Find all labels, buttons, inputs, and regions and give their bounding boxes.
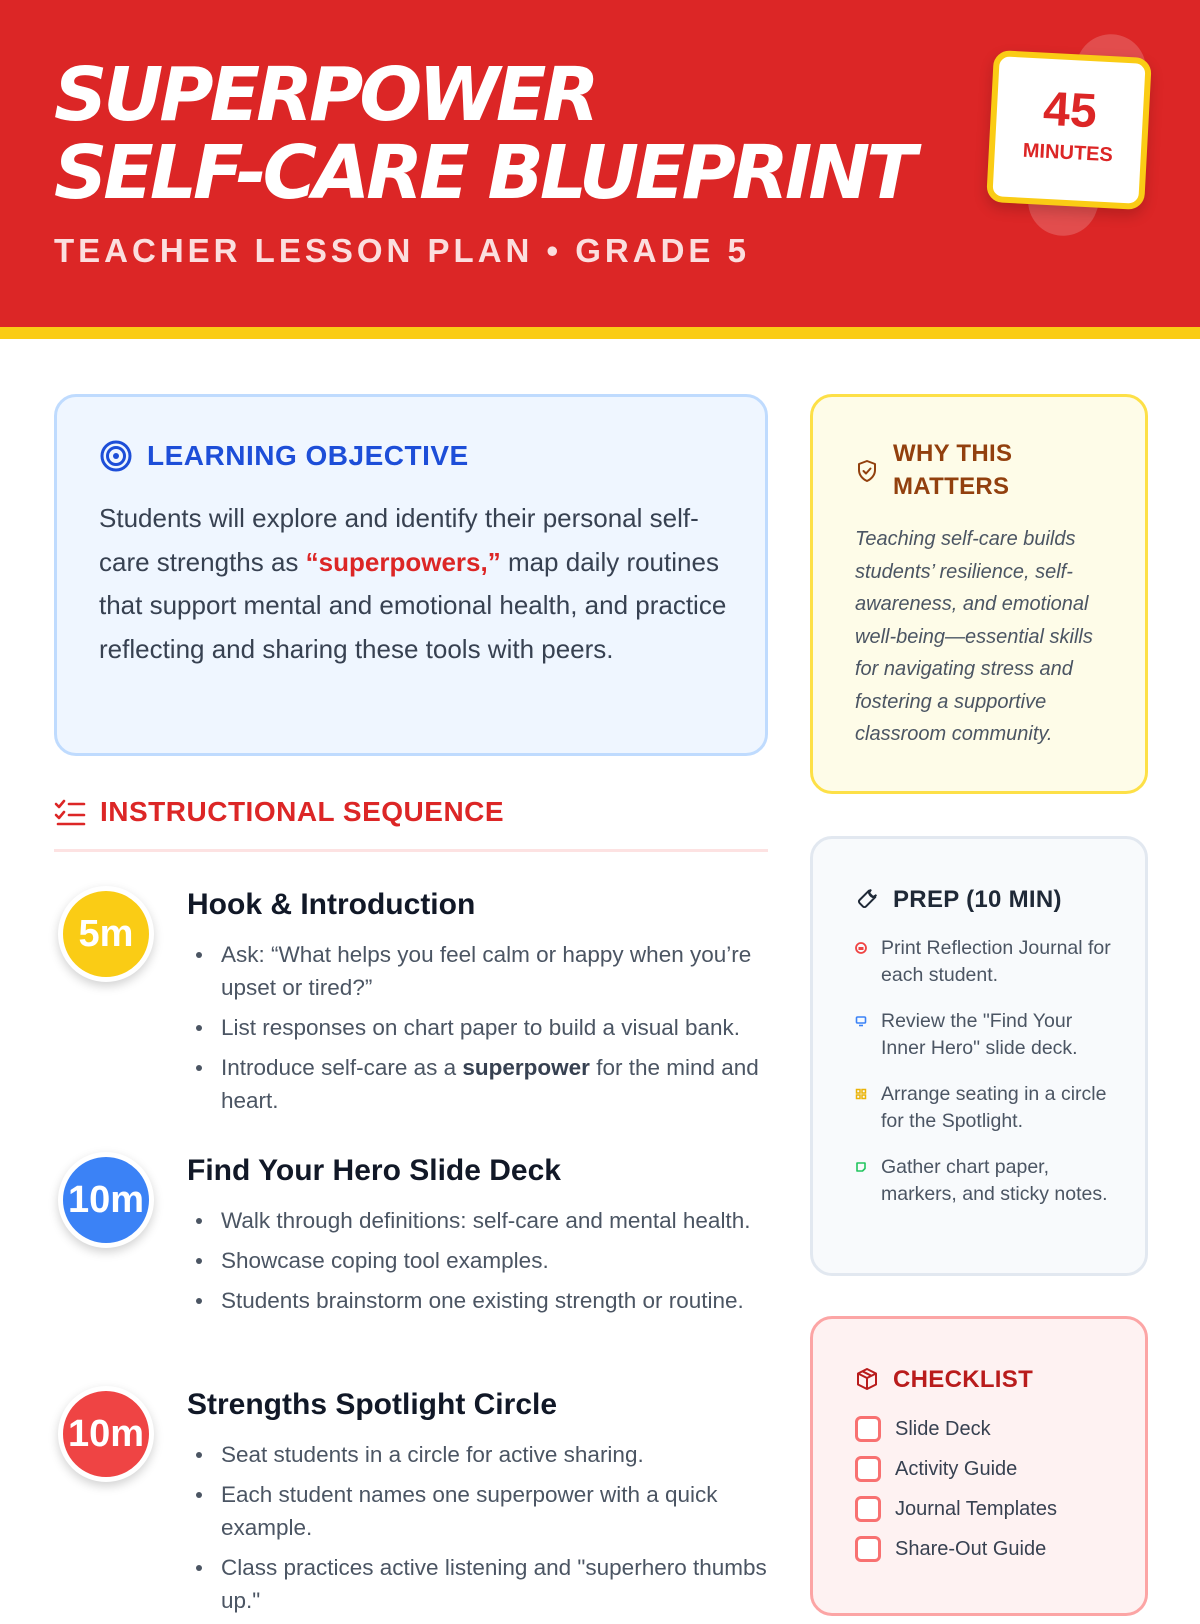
sequence-divider	[54, 849, 768, 852]
objective-highlight: “superpowers,”	[305, 546, 501, 577]
checklist-item[interactable]: Activity Guide	[855, 1455, 1057, 1483]
learning-objective-card	[54, 394, 768, 756]
list-item: Print Reflection Journal for each student.	[855, 935, 1115, 988]
box-icon	[855, 1367, 879, 1391]
prep-header	[855, 883, 1062, 916]
step-bullets	[187, 1204, 777, 1324]
prep-list	[855, 935, 1115, 1227]
prep-card	[810, 836, 1148, 1276]
header-banner	[0, 0, 1200, 327]
monitor-icon	[855, 1015, 867, 1027]
print-icon	[855, 942, 867, 954]
sequence-header	[54, 796, 504, 828]
checklist-card	[810, 1316, 1148, 1616]
step-time-badge: 5m	[58, 886, 154, 982]
sequence-heading: INSTRUCTIONAL SEQUENCE	[100, 796, 505, 827]
page-title	[54, 52, 913, 216]
shield-check-icon	[855, 459, 879, 483]
title-line-1: SUPERPOWER	[54, 52, 596, 138]
checklist-header	[855, 1363, 1033, 1396]
duration-value: 45	[1041, 82, 1099, 139]
step-time-badge: 10m	[58, 1152, 154, 1248]
objective-heading: LEARNING OBJECTIVE	[147, 440, 469, 471]
why-text: Teaching self-care builds students’ resilience, self-awareness, and emotional well-being—essential skills for navigating stress and fostering a supportive classroom community.	[855, 528, 1093, 745]
list-item: Showcase coping tool examples.	[187, 1244, 777, 1277]
list-item: Students brainstorm one existing strength or routine.	[187, 1284, 777, 1317]
step-title: Strengths Spotlight Circle	[187, 1388, 558, 1421]
note-icon	[855, 1161, 867, 1173]
title-line-2: SELF-CARE BLUEPRINT	[54, 130, 913, 216]
checklist-item[interactable]: Share-Out Guide	[855, 1535, 1057, 1563]
checklist-item[interactable]: Journal Templates	[855, 1495, 1057, 1523]
why-header	[855, 437, 1043, 503]
checklist-item[interactable]: Slide Deck	[855, 1415, 1057, 1443]
list-check-icon	[54, 796, 86, 828]
checkbox[interactable]	[855, 1536, 881, 1562]
page-subtitle: TEACHER LESSON PLAN • GRADE 5	[54, 232, 750, 269]
duration-unit: MINUTES	[1022, 139, 1114, 167]
step-bullets	[187, 1438, 777, 1624]
checklist-items	[855, 1415, 1057, 1575]
list-item: Arrange seating in a circle for the Spotlight.	[855, 1081, 1115, 1134]
step-time-badge: 10m	[58, 1386, 154, 1482]
header-stripe	[0, 327, 1200, 339]
why-heading: WHY THIS MATTERS	[893, 440, 1013, 500]
checkbox[interactable]	[855, 1496, 881, 1522]
objective-text: Students will explore and identify their personal self-care strengths as “superpowers,” map daily routines that support mental and emotional health, and practice reflecting and sharing these tools with peers.	[99, 503, 727, 664]
list-item: Seat students in a circle for active sharing.	[187, 1438, 777, 1471]
prep-heading: PREP (10 MIN)	[893, 886, 1062, 913]
list-item: Introduce self-care as a superpower for the mind and heart.	[187, 1051, 777, 1117]
list-item: List responses on chart paper to build a visual bank.	[187, 1011, 777, 1044]
list-item: Class practices active listening and "superhero thumbs up."	[187, 1551, 777, 1617]
why-this-matters-card	[810, 394, 1148, 794]
checkbox[interactable]	[855, 1416, 881, 1442]
checkbox[interactable]	[855, 1456, 881, 1482]
grid-icon	[855, 1088, 867, 1100]
step-title: Hook & Introduction	[187, 888, 476, 921]
target-icon	[99, 439, 133, 473]
step-bullets	[187, 938, 777, 1124]
checklist-heading: CHECKLIST	[893, 1366, 1034, 1393]
list-item: Review the "Find Your Inner Hero" slide deck.	[855, 1008, 1115, 1061]
list-item: Each student names one superpower with a quick example.	[187, 1478, 777, 1544]
objective-header	[99, 439, 469, 473]
wrench-icon	[855, 887, 879, 911]
step-title: Find Your Hero Slide Deck	[187, 1154, 561, 1187]
list-item: Ask: “What helps you feel calm or happy when you’re upset or tired?”	[187, 938, 777, 1004]
duration-badge	[986, 50, 1152, 210]
list-item: Gather chart paper, markers, and sticky notes.	[855, 1154, 1115, 1207]
list-item: Walk through definitions: self-care and mental health.	[187, 1204, 777, 1237]
